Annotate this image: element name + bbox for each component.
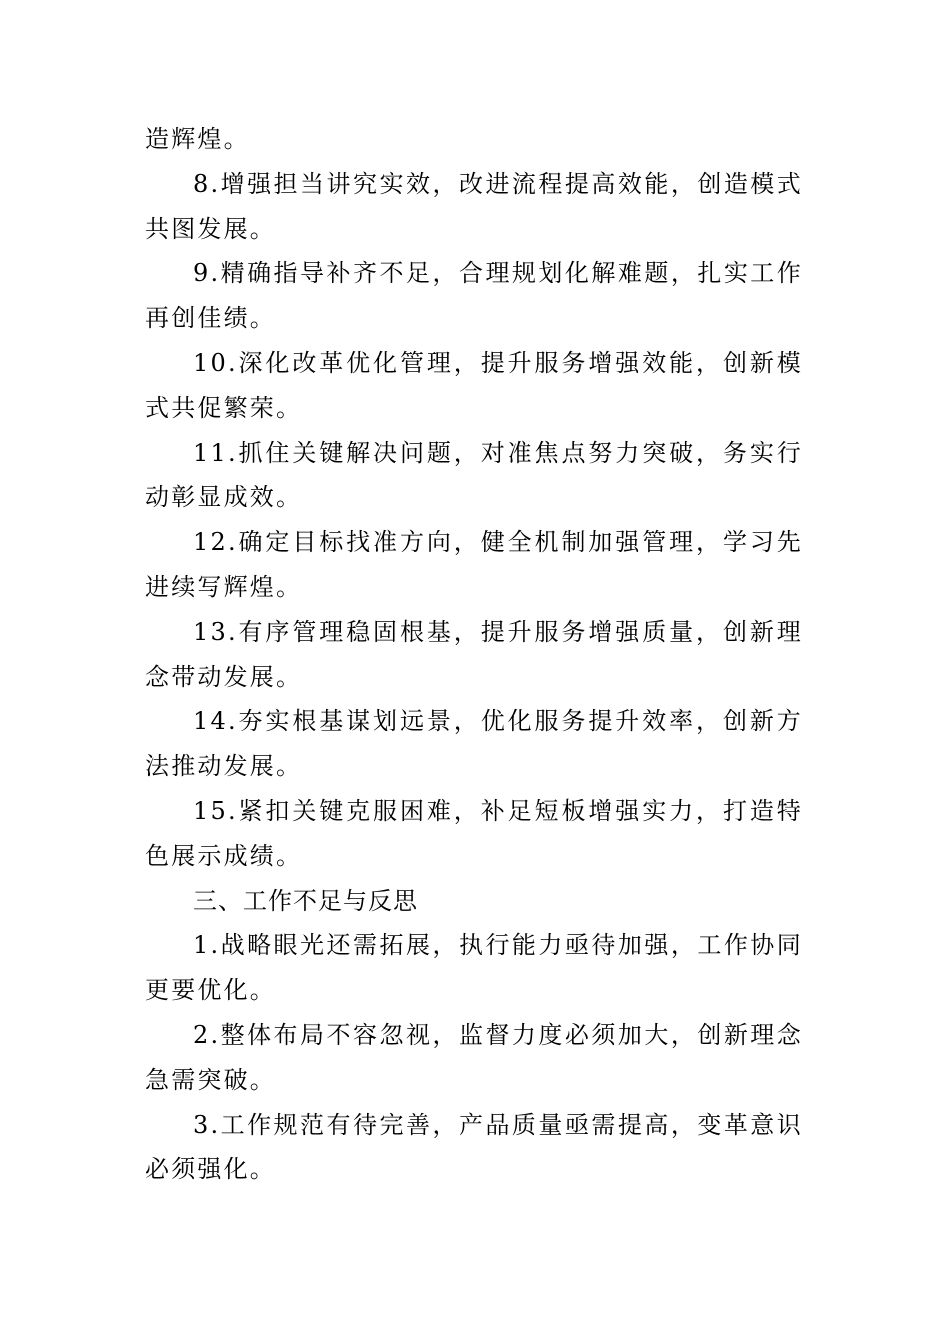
document-body [145,117,803,1192]
list-item: 10.深化改革优化管理，提升服务增强效能，创新模式共促繁荣。 [145,348,803,422]
list-item: 9.精确指导补齐不足，合理规划化解难题，扎实工作再创佳绩。 [145,259,803,333]
list-item: 15.紧扣关键克服困难，补足短板增强实力，打造特色展示成绩。 [145,796,803,870]
list-item: 1.战略眼光还需拓展，执行能力亟待加强，工作协同更要优化。 [145,931,803,1005]
paragraph-continuation: 造辉煌。 [145,125,250,153]
list-item: 3.工作规范有待完善，产品质量亟需提高，变革意识必须强化。 [145,1110,803,1184]
list-item: 8.增强担当讲究实效，改进流程提高效能，创造模式共图发展。 [145,169,803,243]
section-heading: 三、工作不足与反思 [193,886,418,915]
list-item: 2.整体布局不容忽视，监督力度必须加大，创新理念急需突破。 [145,1020,803,1094]
list-item: 11.抓住关键解决问题，对准焦点努力突破，务实行动彰显成效。 [145,438,803,512]
list-item: 12.确定目标找准方向，健全机制加强管理，学习先进续写辉煌。 [145,528,803,601]
list-item: 13.有序管理稳固根基，提升服务增强质量，创新理念带动发展。 [145,617,803,691]
list-item: 14.夯实根基谋划远景，优化服务提升效率，创新方法推动发展。 [145,707,803,781]
